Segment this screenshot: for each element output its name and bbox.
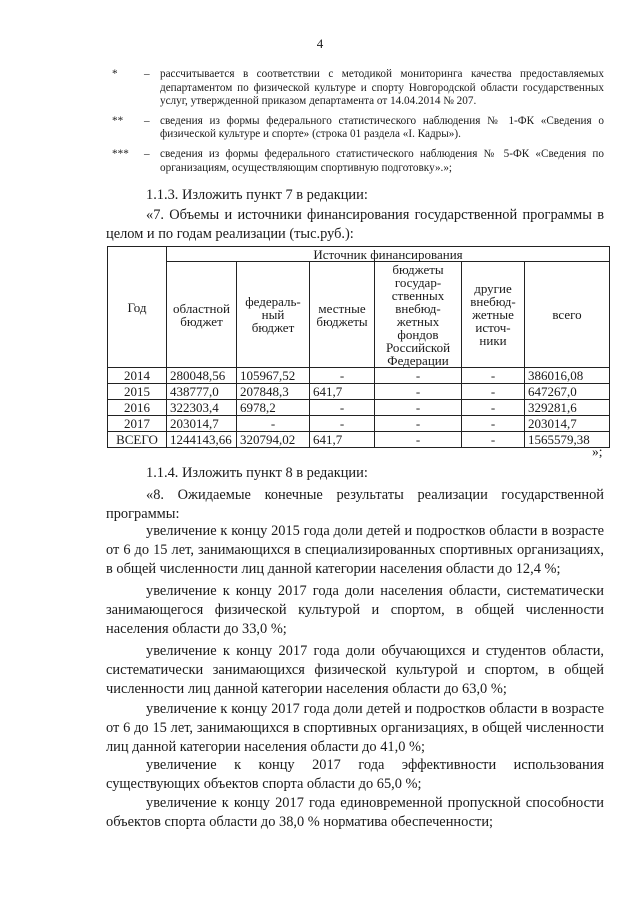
cell-regional: 322303,4 (167, 400, 237, 416)
item-1-1-3: 1.1.3. Изложить пункт 7 в редакции: (146, 187, 368, 203)
cell-other: - (462, 368, 525, 384)
cell-other: - (462, 416, 525, 432)
cell-funds: - (375, 400, 462, 416)
footnote (112, 68, 604, 109)
cell-local: 641,7 (310, 432, 375, 448)
footnote-text: сведения из формы федерального статистического наблюдения № 5-ФК «Сведения по организациям, осуществляющим спортивную подготовку».»; (160, 147, 604, 174)
footnote-text: сведения из формы федерального статистического наблюдения № 1-ФК «Сведения о физической культуре и спорте» (строка 01 раздела «I. Кадры»). (160, 114, 604, 141)
financing-table (107, 246, 610, 448)
cell-local: - (310, 368, 375, 384)
footnote-text: рассчитывается в соответствии с методикой мониторинга качества предоставляемых департаментом по физической культуре и спорту Новгородской области государственных услуг, утвержденной приказом департамента от 14.04.2014 № 207. (160, 68, 604, 108)
table-row (108, 384, 610, 400)
cell-total: 203014,7 (525, 416, 610, 432)
result-paragraph: увеличение к концу 2015 года доли детей и подростков области в возрасте от 6 до 15 лет, занимающихся в специализированных спортивных организациях, в общей численности лиц данной категории населения области до 12,4 %; (106, 523, 604, 577)
table-closing-mark: »; (592, 444, 603, 459)
footnote-marker: ** (112, 114, 124, 127)
result-paragraph: увеличение к концу 2017 года доли детей и подростков области в возрасте от 6 до 15 лет, занимающихся в спортивных организациях, в общей численности лиц данной категории населения области до 41,0 %; (106, 701, 604, 755)
cell-federal: 320794,02 (237, 432, 310, 448)
cell-regional: 438777,0 (167, 384, 237, 400)
footnote-dash: – (144, 147, 150, 160)
cell-local: - (310, 400, 375, 416)
cell-federal: 105967,52 (237, 368, 310, 384)
row-year: 2015 (108, 384, 167, 400)
cell-total: 1565579,38 (525, 432, 610, 448)
cell-federal: 6978,2 (237, 400, 310, 416)
col-group-header: Источник финансирования (167, 247, 610, 262)
col-header-regional: областной бюджет (167, 262, 237, 368)
row-year: 2014 (108, 368, 167, 384)
row-year: 2017 (108, 416, 167, 432)
result-paragraph: увеличение к концу 2017 года доли населения области, систематически занимающегося физической культурой и спортом, в общей численности населения области до 33,0 %; (106, 583, 604, 637)
cell-regional: 280048,56 (167, 368, 237, 384)
result-paragraph: увеличение к концу 2017 года доли обучающихся и студентов области, систематически занимающихся физической культурой и спортом, в общей численности лиц данной категории населения области до 63,0 %; (106, 643, 604, 697)
item-8-heading: «8. Ожидаемые конечные результаты реализации государственной программы: (106, 487, 604, 522)
cell-regional: 1244143,66 (167, 432, 237, 448)
cell-funds: - (375, 432, 462, 448)
cell-other: - (462, 432, 525, 448)
cell-funds: - (375, 416, 462, 432)
col-header-federal: федераль-ный бюджет (237, 262, 310, 368)
footnote (112, 115, 604, 142)
cell-federal: 207848,3 (237, 384, 310, 400)
result-paragraph: увеличение к концу 2017 года единовременной пропускной способности объектов спорта области до 38,0 % норматива обеспеченности; (106, 795, 604, 830)
cell-regional: 203014,7 (167, 416, 237, 432)
table-row (108, 400, 610, 416)
cell-total: 329281,6 (525, 400, 610, 416)
col-header-funds: бюджеты государ-ственных внебюд-жетных фондов Российской Федерации (375, 262, 462, 368)
cell-local: - (310, 416, 375, 432)
item-7-heading: «7. Объемы и источники финансирования государственной программы в целом и по годам реализации (тыс.руб.): (106, 207, 604, 242)
col-header-other: другие внебюд-жетные источ-ники (462, 262, 525, 368)
result-paragraph: увеличение к концу 2017 года эффективности использования существующих объектов спорта области до 65,0 %; (106, 757, 604, 792)
col-header-local: местные бюджеты (310, 262, 375, 368)
footnote-marker: *** (112, 147, 129, 160)
cell-total: 386016,08 (525, 368, 610, 384)
cell-total: 647267,0 (525, 384, 610, 400)
item-1-1-4: 1.1.4. Изложить пункт 8 в редакции: (146, 465, 368, 481)
col-header-year: Год (108, 247, 167, 368)
footnote-marker: * (112, 68, 118, 80)
table-row-total (108, 432, 610, 448)
cell-other: - (462, 400, 525, 416)
row-year: ВСЕГО (108, 432, 167, 448)
footnote (112, 148, 604, 175)
footnotes (112, 68, 604, 181)
cell-federal: - (237, 416, 310, 432)
col-header-total: всего (525, 262, 610, 368)
cell-funds: - (375, 368, 462, 384)
footnote-dash: – (144, 114, 150, 127)
page-number: 4 (316, 36, 324, 51)
table-row (108, 368, 610, 384)
footnote-dash: – (144, 68, 150, 80)
cell-other: - (462, 384, 525, 400)
cell-local: 641,7 (310, 384, 375, 400)
row-year: 2016 (108, 400, 167, 416)
cell-funds: - (375, 384, 462, 400)
table-row (108, 416, 610, 432)
